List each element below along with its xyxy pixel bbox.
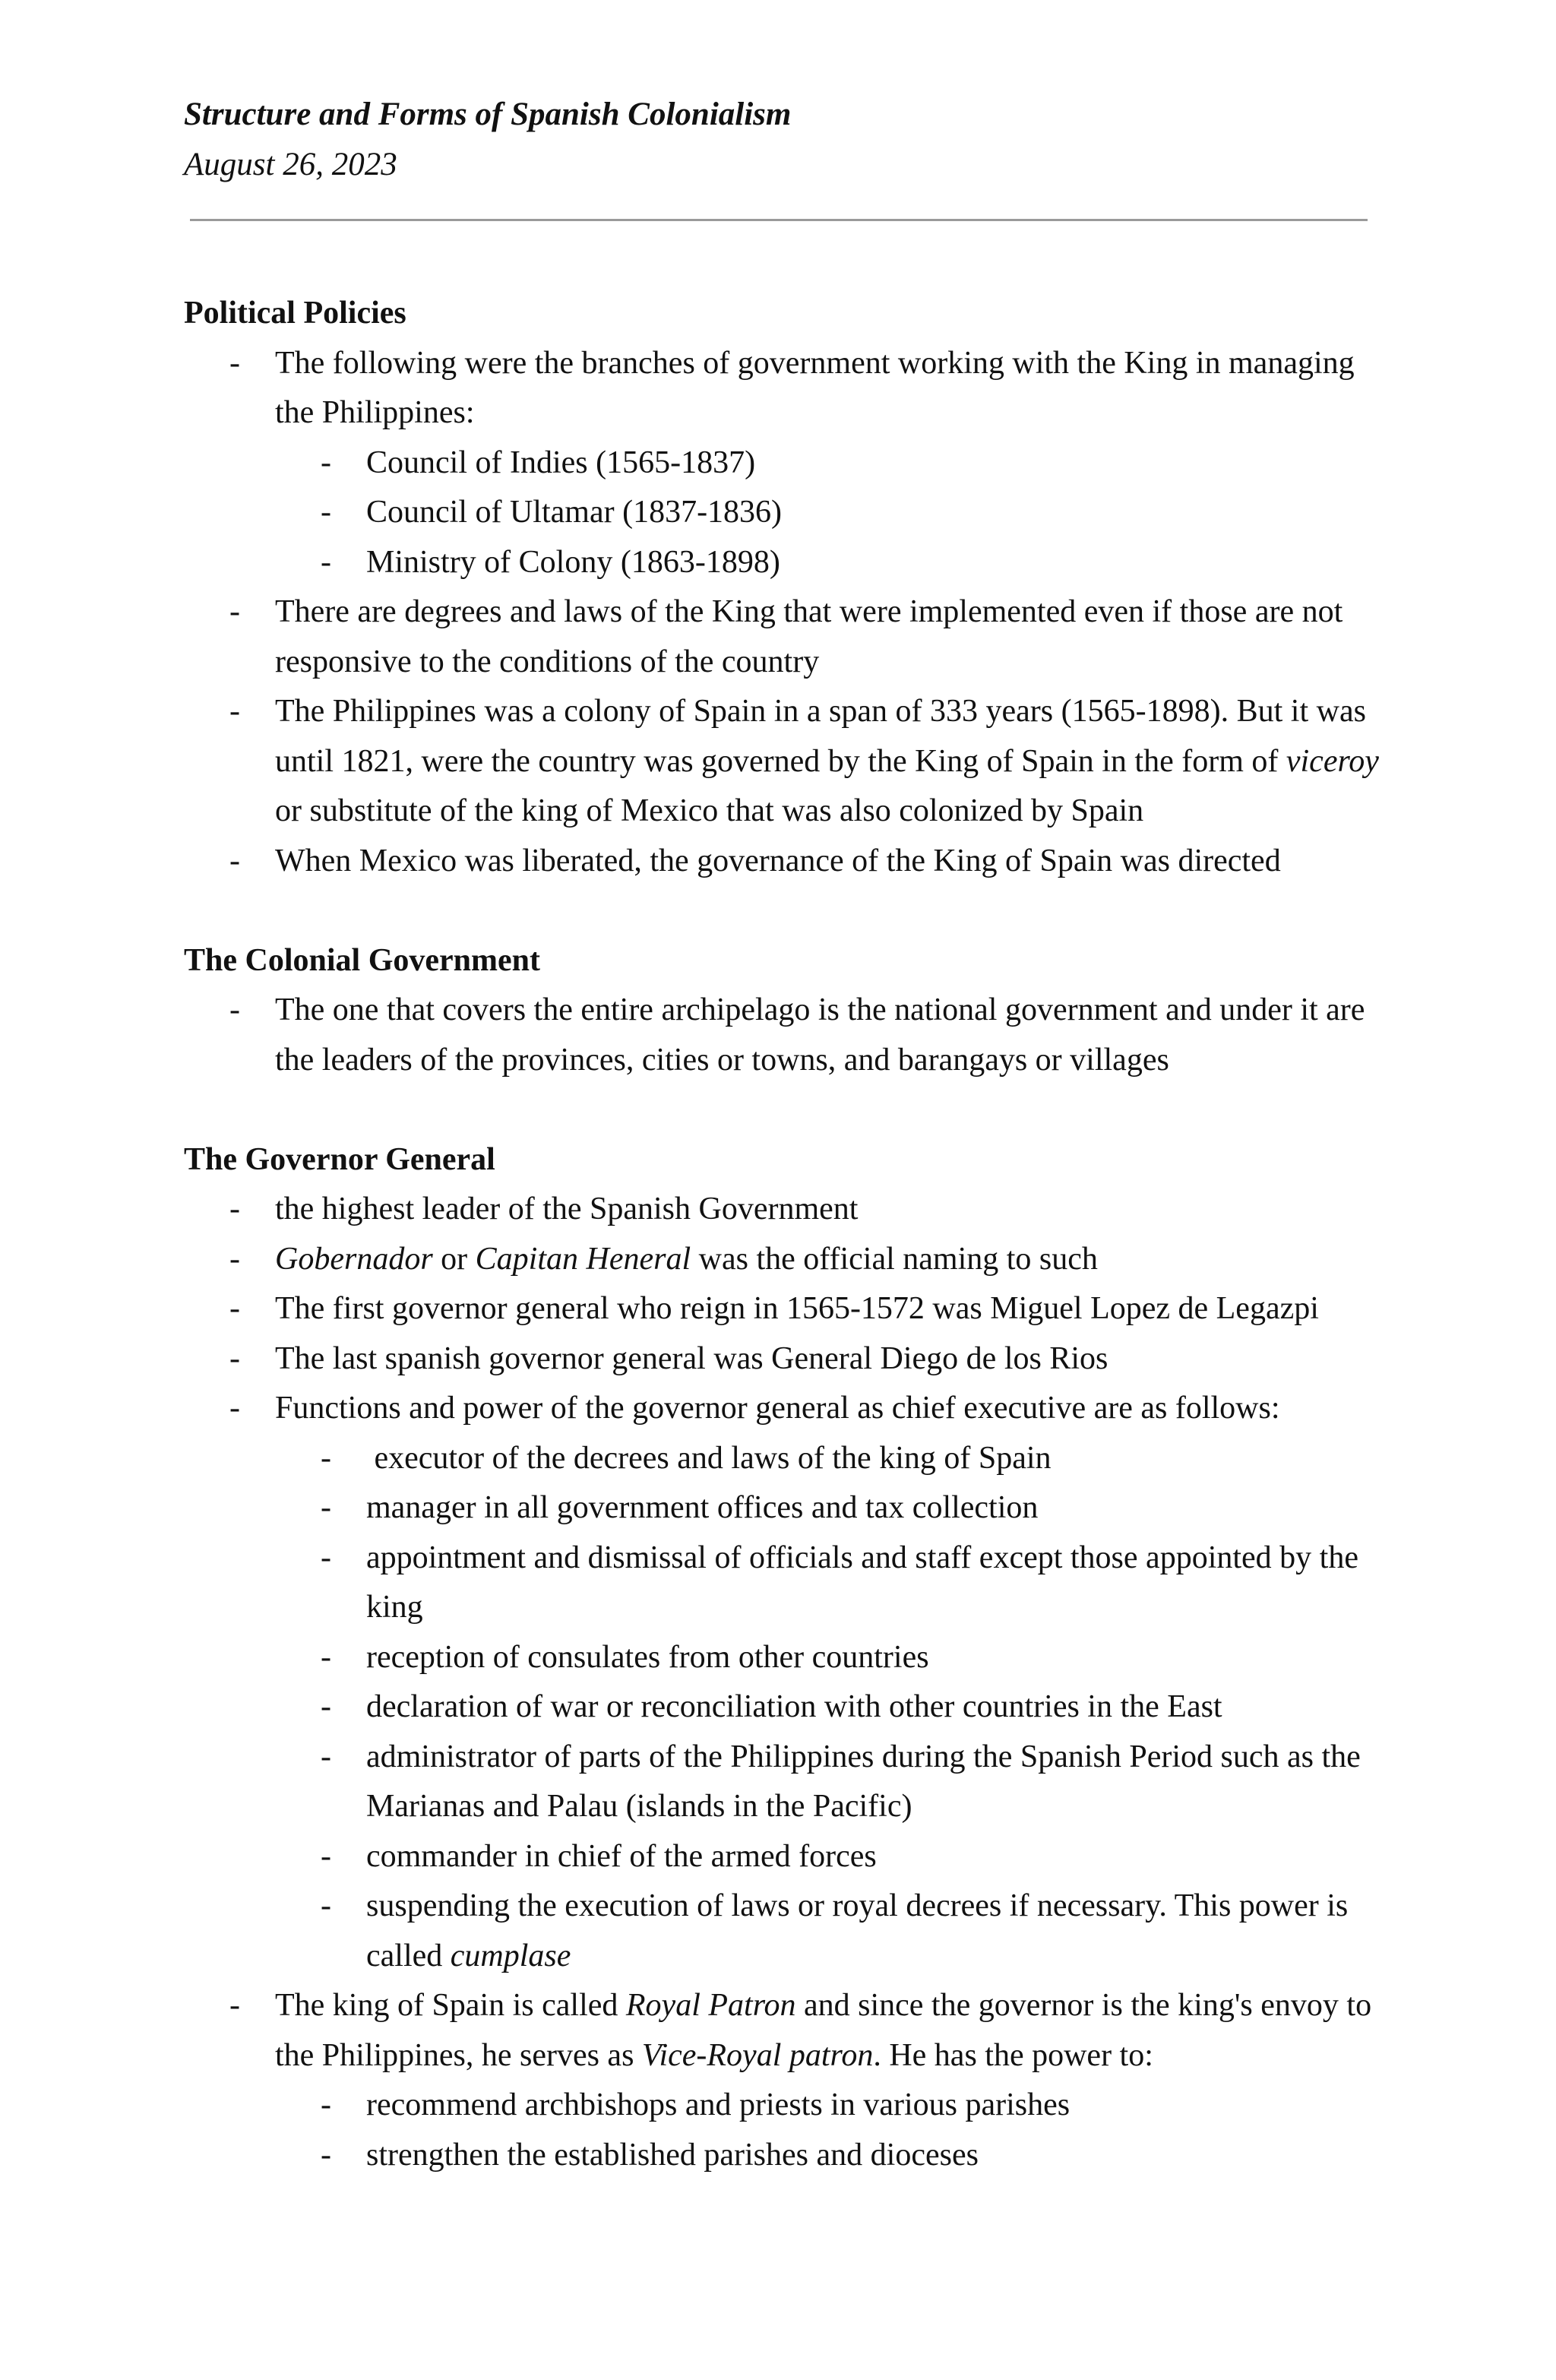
list-item-text: or (432, 1241, 476, 1277)
sub-bullet-list (275, 438, 1384, 588)
list-item: - The first governor general who reign in 1565-1572 was Miguel Lopez de Legazpi (184, 1284, 1384, 1334)
list-item: - There are degrees and laws of the King that were implemented even if those are not responsive to the conditions of the country (184, 587, 1384, 687)
emphasis-royal-patron: Royal Patron (625, 1988, 796, 2023)
emphasis-capitan-heneral: Capitan Heneral (475, 1241, 691, 1277)
section-heading: The Governor General (184, 1141, 495, 1177)
document-header (184, 90, 1369, 190)
list-item (184, 1981, 1384, 2180)
list-item: - the highest leader of the Spanish Government (184, 1185, 1384, 1235)
document-title: Structure and Forms of Spanish Colonialism (184, 97, 792, 132)
list-item-text: suspending the execution of laws or royal decrees if necessary. This power is called (366, 1888, 1349, 1973)
emphasis-viceroy: viceroy (1286, 743, 1379, 779)
list-item-text: The following were the branches of government working with the King in managing the Philippines: (275, 345, 1355, 430)
sub-bullet-list (275, 2081, 1384, 2180)
emphasis-vice-royal-patron: Vice-Royal patron (641, 2037, 874, 2073)
list-item: - manager in all government offices and tax collection (275, 1483, 1384, 1533)
list-item: - The last spanish governor general was General Diego de los Rios (184, 1334, 1384, 1385)
list-item: - Ministry of Colony (1863-1898) (275, 538, 1384, 588)
list-item: - reception of consulates from other countries (275, 1633, 1384, 1683)
horizontal-divider (190, 219, 1368, 221)
emphasis-cumplase: cumplase (450, 1938, 571, 1973)
list-item: - appointment and dismissal of officials and staff except those appointed by the king (275, 1533, 1384, 1633)
list-item (184, 339, 1384, 588)
list-item (184, 687, 1384, 837)
emphasis-gobernador: Gobernador (275, 1241, 433, 1277)
list-item: - commander in chief of the armed forces (275, 1832, 1384, 1882)
list-item-text: The Philippines was a colony of Spain in a span of 333 years (1565-1898). But it was until 1821, were the country was governed by the King of Spain in the form of (275, 694, 1366, 779)
section-colonial-government (184, 936, 1384, 1086)
list-item (184, 1235, 1384, 1285)
section-political-policies (184, 289, 1384, 886)
list-item-text: and since the governor is the king's envoy to the Philippines, he serves as (275, 1988, 1372, 2073)
list-item-text: was the official naming to such (691, 1241, 1098, 1277)
list-item-text: or substitute of the king of Mexico that was also colonized by Spain (275, 793, 1144, 828)
document-body (184, 289, 1384, 2180)
list-item: - declaration of war or reconciliation with other countries in the East (275, 1682, 1384, 1733)
list-item: - recommend archbishops and priests in various parishes (275, 2081, 1384, 2131)
list-item: - strengthen the established parishes and dioceses (275, 2131, 1384, 2181)
list-item-text: . He has the power to: (873, 2037, 1153, 2073)
bullet-list (184, 1185, 1384, 2180)
list-item: - executor of the decrees and laws of the king of Spain (275, 1434, 1384, 1484)
bullet-list (184, 339, 1384, 887)
list-item-text: Functions and power of the governor general as chief executive are as follows: (275, 1391, 1280, 1426)
list-item: - When Mexico was liberated, the governance of the King of Spain was directed (184, 837, 1384, 887)
sub-bullet-list (275, 1434, 1384, 1982)
section-heading: The Colonial Government (184, 942, 540, 978)
list-item: - Council of Ultamar (1837-1836) (275, 488, 1384, 538)
list-item (275, 1882, 1384, 1981)
list-item: - The one that covers the entire archipelago is the national government and under it are the leaders of the provinces, cities or towns, and barangays or villages (184, 986, 1384, 1085)
list-item (184, 1384, 1384, 1981)
section-heading: Political Policies (184, 296, 406, 331)
list-item-text: The king of Spain is called (275, 1988, 626, 2023)
list-item: - Council of Indies (1565-1837) (275, 438, 1384, 489)
list-item: - administrator of parts of the Philippines during the Spanish Period such as the Marianas and Palau (islands in the Pacific) (275, 1733, 1384, 1832)
document-date: August 26, 2023 (184, 147, 397, 182)
bullet-list (184, 986, 1384, 1085)
section-governor-general (184, 1135, 1384, 2181)
